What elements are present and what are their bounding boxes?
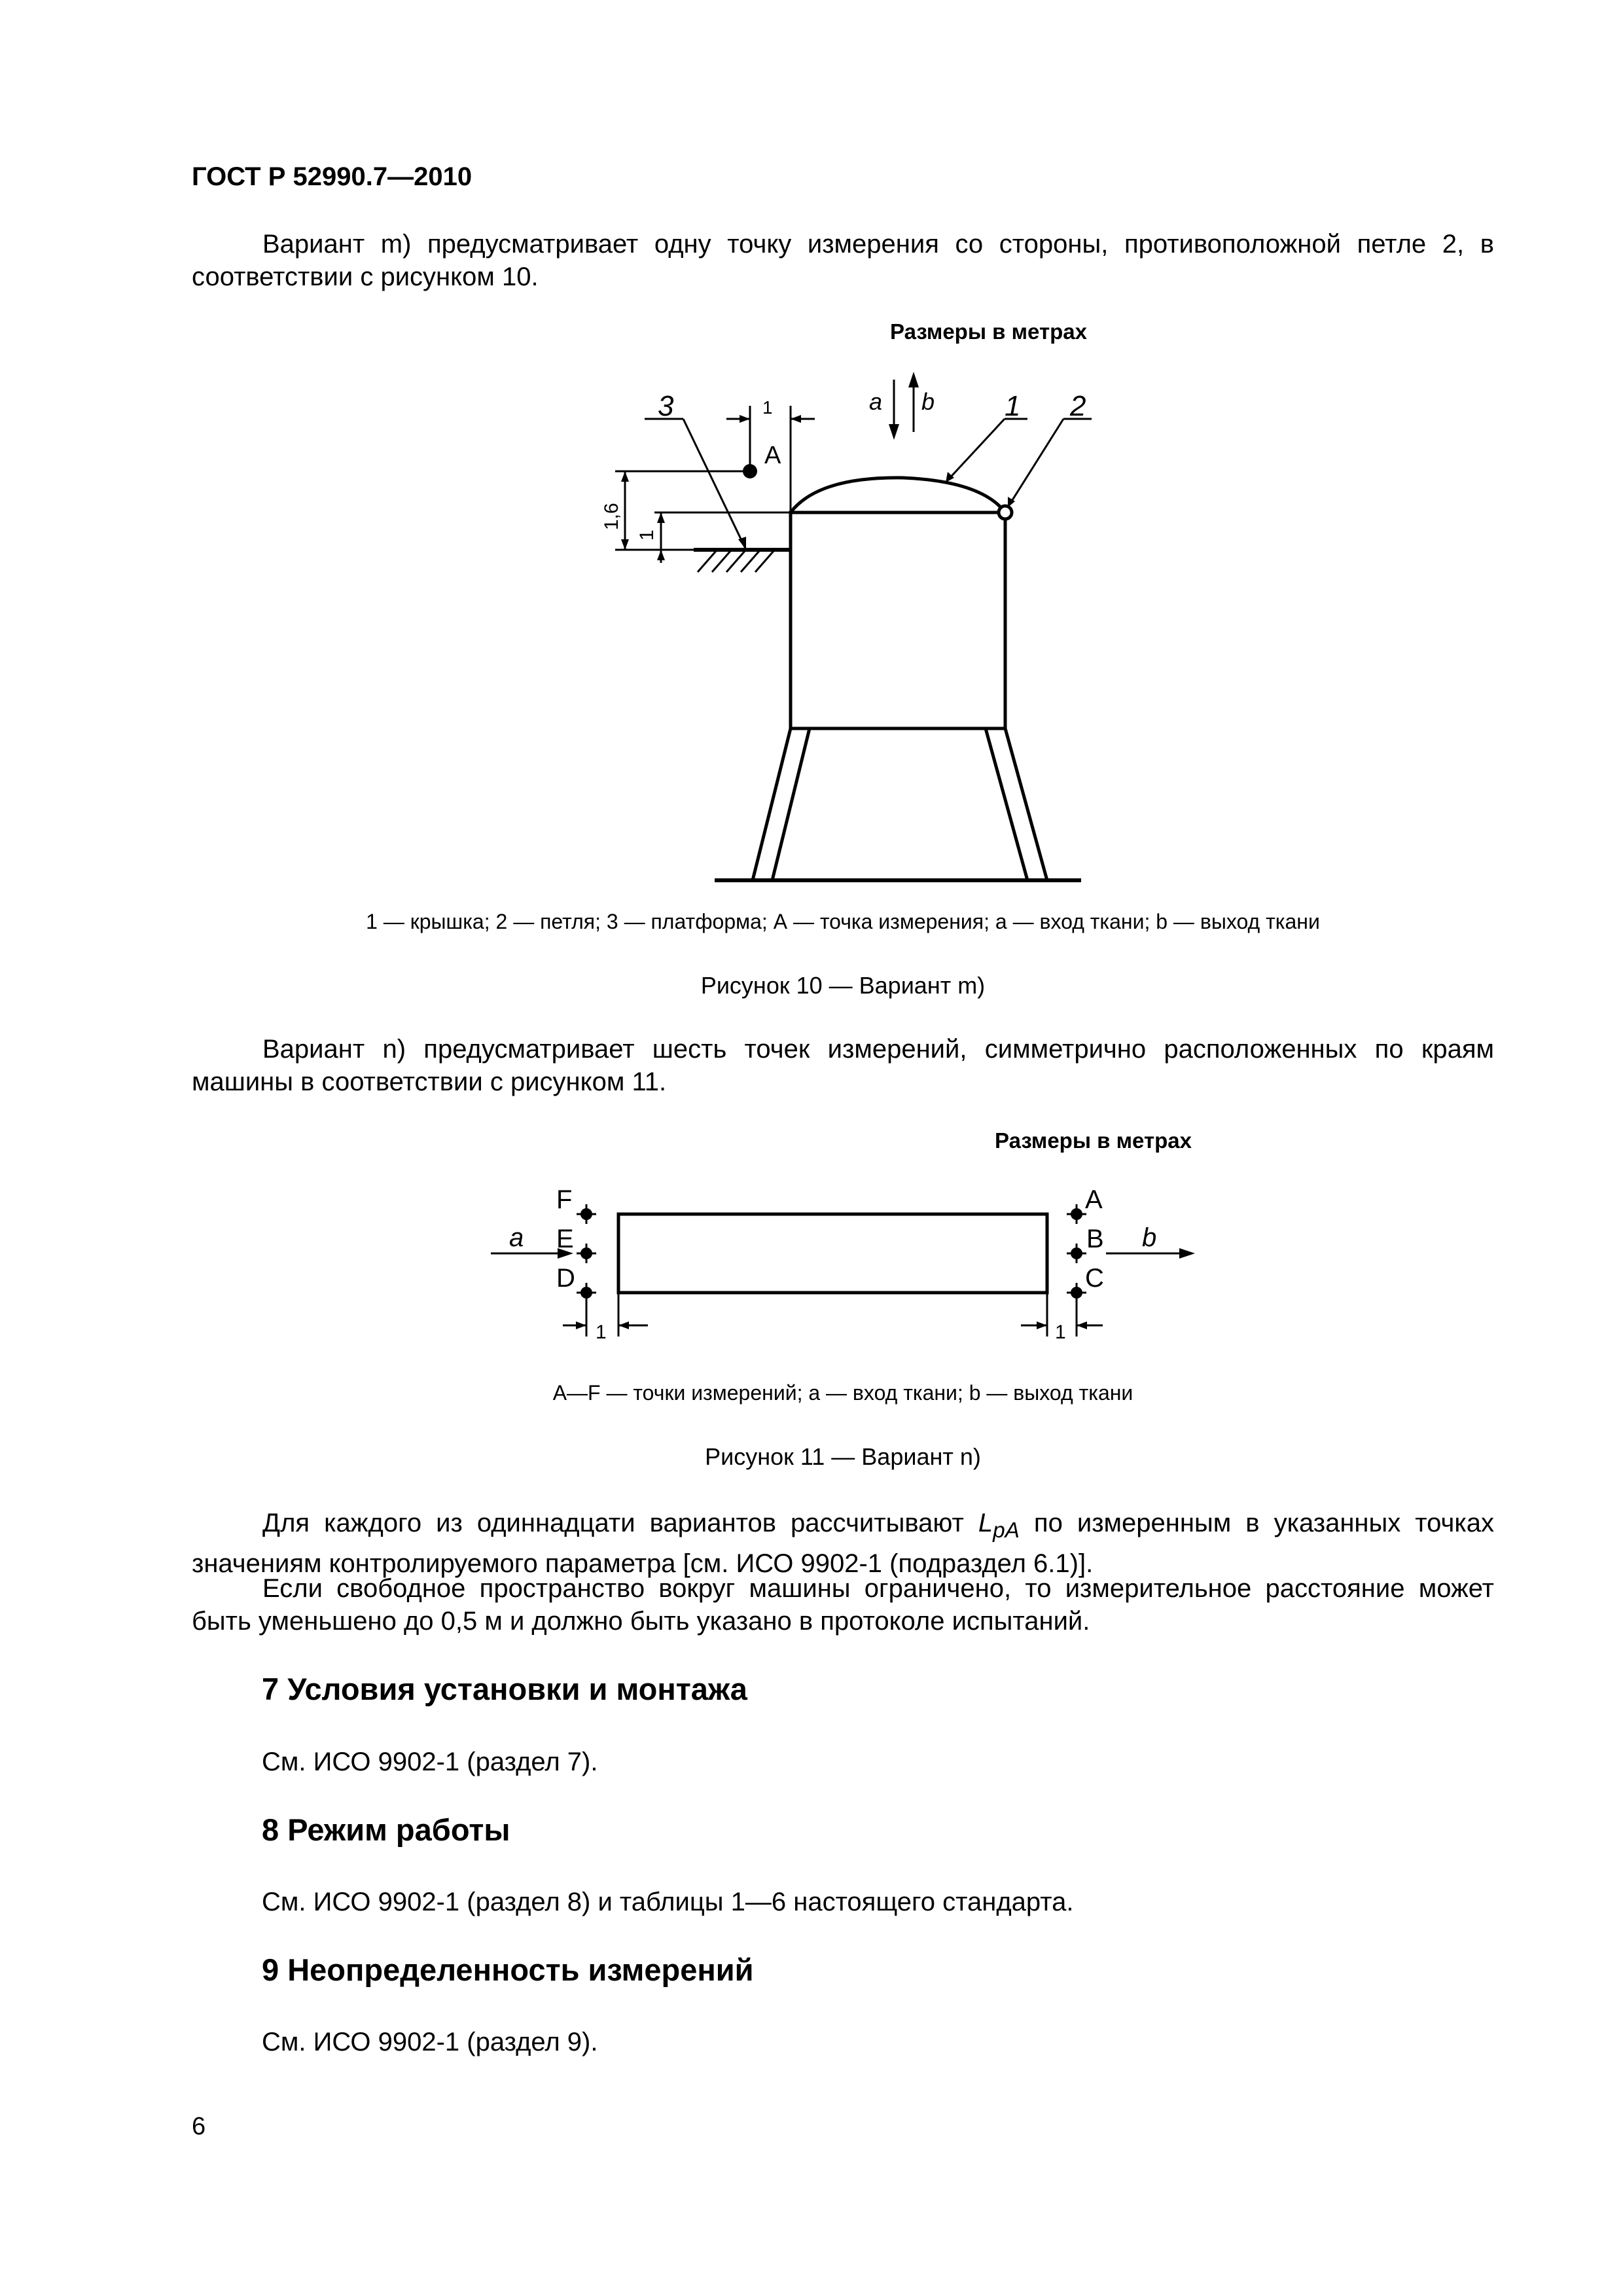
measurement-point-a — [743, 464, 757, 478]
fig11-legend: А—F — точки измерений; a — вход ткани; b — выход ткани — [552, 1381, 1133, 1405]
document-header: ГОСТ Р 52990.7—2010 — [192, 162, 473, 191]
lid — [791, 478, 1005, 512]
label-f: F — [556, 1185, 573, 1214]
label-d: D — [556, 1264, 575, 1293]
section-9-ref: См. ИСО 9902-1 (раздел 9). — [262, 2028, 598, 2056]
paragraph-space-limited: Если свободное пространство вокруг машины ограничено, то измерительное расстояние может быть уменьшено до 0,5 м и должно быть указано в протоколе испытаний. — [192, 1574, 1494, 1636]
measurement-point-f — [580, 1208, 592, 1220]
tank-body — [791, 512, 1005, 728]
section-8-heading: 8 Режим работы — [262, 1812, 510, 1847]
label-a: A — [1085, 1185, 1103, 1214]
figure-10-drawing — [0, 0, 1623, 929]
label-e: E — [556, 1225, 574, 1253]
fig11-title: Рисунок 11 — Вариант n) — [705, 1443, 981, 1470]
arrow-label-b: b — [1142, 1223, 1157, 1252]
dim-top-1: 1 — [762, 397, 773, 418]
fig10-legend: 1 — крышка; 2 — петля; 3 — платформа; А — точка измерения; a — вход ткани; b — выход ткани — [366, 910, 1320, 933]
section-8-ref: См. ИСО 9902-1 (раздел 8) и таблицы 1—6 настоящего стандарта. — [262, 1888, 1074, 1916]
measurement-point-c — [1071, 1287, 1082, 1299]
leader-label-2: 2 — [1070, 390, 1086, 422]
dim-left: 1 — [596, 1321, 607, 1343]
page-number: 6 — [192, 2113, 206, 2140]
figure-11-drawing — [458, 1165, 1243, 1361]
section-7-heading: 7 Условия установки и монтажа — [262, 1672, 747, 1706]
label-b: B — [1086, 1225, 1104, 1253]
fig11-dims-note: Размеры в метрах — [995, 1128, 1192, 1153]
fig10-dims-note: Размеры в метрах — [890, 319, 1087, 344]
section-7-ref: См. ИСО 9902-1 (раздел 7). — [262, 1748, 598, 1776]
lpa-symbol: L — [978, 1509, 993, 1537]
measurement-point-e — [580, 1247, 592, 1259]
loop — [999, 506, 1012, 519]
fig10-title: Рисунок 10 — Вариант m) — [700, 972, 986, 999]
label-c: C — [1085, 1264, 1104, 1293]
para3-text-before: Для каждого из одиннадцати вариантов рассчитывают — [262, 1509, 978, 1537]
lpa-subscript: pA — [993, 1518, 1020, 1543]
paragraph-variant-m: Вариант m) предусматривает одну точку измерения со стороны, противоположной петле 2, в соответствии с рисунком 10. — [192, 230, 1494, 291]
leg-right — [986, 728, 1047, 880]
arrow-label-b: b — [921, 388, 935, 415]
leader-label-1: 1 — [1005, 390, 1021, 422]
arrow-label-a: a — [869, 388, 883, 415]
measurement-point-b — [1071, 1247, 1082, 1259]
leg-left — [753, 728, 810, 880]
measurement-point-a — [1071, 1208, 1082, 1220]
dim-right: 1 — [1055, 1321, 1066, 1343]
measurement-point-d — [580, 1287, 592, 1299]
leader-label-3: 3 — [658, 390, 674, 422]
platform-hatch — [698, 551, 774, 572]
machine-body — [618, 1214, 1047, 1293]
para3-text-after: по измеренным в указанных точках значениям контролируемого параметра [см. ИСО 9902-1 (подраздел 6.1)]. — [192, 1509, 1495, 1578]
label-point-a: A — [764, 442, 781, 469]
dim-label-1-6: 1,6 — [601, 503, 622, 530]
paragraph-lpa — [192, 1507, 1494, 1580]
arrow-label-a: a — [509, 1223, 524, 1252]
paragraph-variant-n: Вариант n) предусматривает шесть точек измерений, симметрично расположенных по краям машины в соответствии с рисунком 11. — [192, 1035, 1494, 1096]
section-9-heading: 9 Неопределенность измерений — [262, 1952, 754, 1987]
dim-label-1: 1 — [636, 529, 658, 541]
